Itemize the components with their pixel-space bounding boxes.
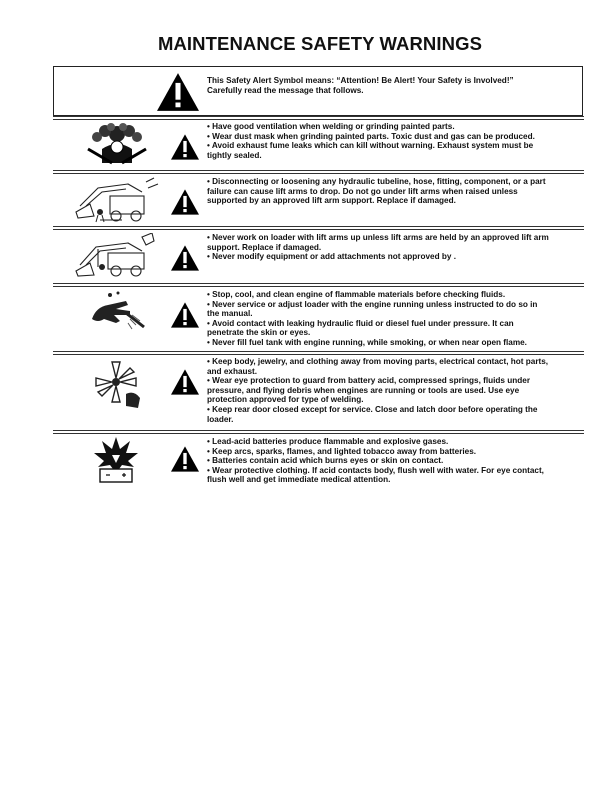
section-5-line: pressure, and flying debris when engines are running or tools are used. Use eye [207,385,520,395]
section-6-line: • Batteries contain acid which burns eyes or skin on contact. [207,456,444,466]
alert-icon [171,245,199,271]
section-2-line: failure can cause lift arms to drop. Do not go under lift arms when raised unless [207,186,518,196]
section-5-line: • Keep body, jewelry, and clothing away from moving parts, electrical contact, hot parts, [207,357,549,366]
section-1-line: • Wear dust mask when grinding painted parts. Toxic dust and gas can be produced. [207,131,535,141]
section-2-text [207,177,583,206]
section-4-line: • Stop, cool, and clean engine of flammable materials before checking fluids. [207,290,506,299]
section-5-line: • Wear eye protection to guard from battery acid, compressed springs, fluids under [207,376,531,386]
safety-alert-message [207,76,583,95]
section-5-line: • Keep rear door closed except for service. Close and latch door before operating the [207,404,538,414]
alert-icon [171,134,199,160]
section-4-text [207,290,583,348]
section-1-line: • Have good ventilation when welding or grinding painted parts. [207,122,455,131]
alert-icon [171,369,199,395]
moving-parts-fan-icon [90,360,146,410]
lift-arm-drop-icon [70,176,162,224]
section-4-line: • Never service or adjust loader with the engine running unless instructed to do so in [207,299,538,309]
section-4-line: • Never fill fuel tank with engine running, while smoking, or when near open flame. [207,337,527,347]
page-title: MAINTENANCE SAFETY WARNINGS [157,33,483,54]
safety-alert-line-2: Carefully read the message that follows. [207,85,364,95]
section-3-line: support. Replace if damaged. [207,242,322,252]
section-1-line: • Avoid exhaust fume leaks which can kill without warning. Exhaust system must be [207,141,534,151]
section-4-line: • Avoid contact with leaking hydraulic fluid or diesel fuel under pressure. It can [207,318,514,328]
section-5-text [207,357,583,424]
section-4-line: penetrate the skin or eyes. [207,328,311,338]
section-6-text [207,437,583,485]
section-5-line: protection approved for type of welding. [207,395,364,405]
section-3-line: • Never modify equipment or add attachments not approved by . [207,252,456,262]
hydraulic-fluid-injection-icon [86,289,150,333]
section-1-line: tightly sealed. [207,150,262,160]
ventilation-warning-icon [82,123,152,167]
alert-icon [171,302,199,328]
section-3-line: • Never work on loader with lift arms up unless lift arms are held by an approved lift arm [207,233,549,242]
section-5-line: loader. [207,414,234,424]
safety-alert-icon [157,72,199,112]
section-2-line: supported by an approved lift arm support. Replace if damaged. [207,196,456,206]
section-3-text [207,233,583,262]
section-2-line: • Disconnecting or loosening any hydraulic tubeline, hose, fitting, component, or a part [207,177,546,186]
section-4-line: the manual. [207,309,253,319]
section-6-line: • Keep arcs, sparks, flames, and lighted tobacco away from batteries. [207,446,477,456]
alert-icon [171,189,199,215]
section-1-text [207,122,583,160]
alert-icon [171,446,199,472]
section-6-line: • Wear protective clothing. If acid contacts body, flush well with water. For eye contact, [207,465,544,475]
section-6-line: flush well and get immediate medical attention. [207,475,391,485]
section-6-line: • Lead-acid batteries produce flammable and explosive gases. [207,437,449,446]
battery-explosion-icon [94,437,138,483]
lift-arm-support-icon [72,233,162,279]
safety-alert-line-1: This Safety Alert Symbol means: “Attention! Be Alert! Your Safety is Involved!” [207,76,514,85]
section-5-line: and exhaust. [207,366,258,376]
